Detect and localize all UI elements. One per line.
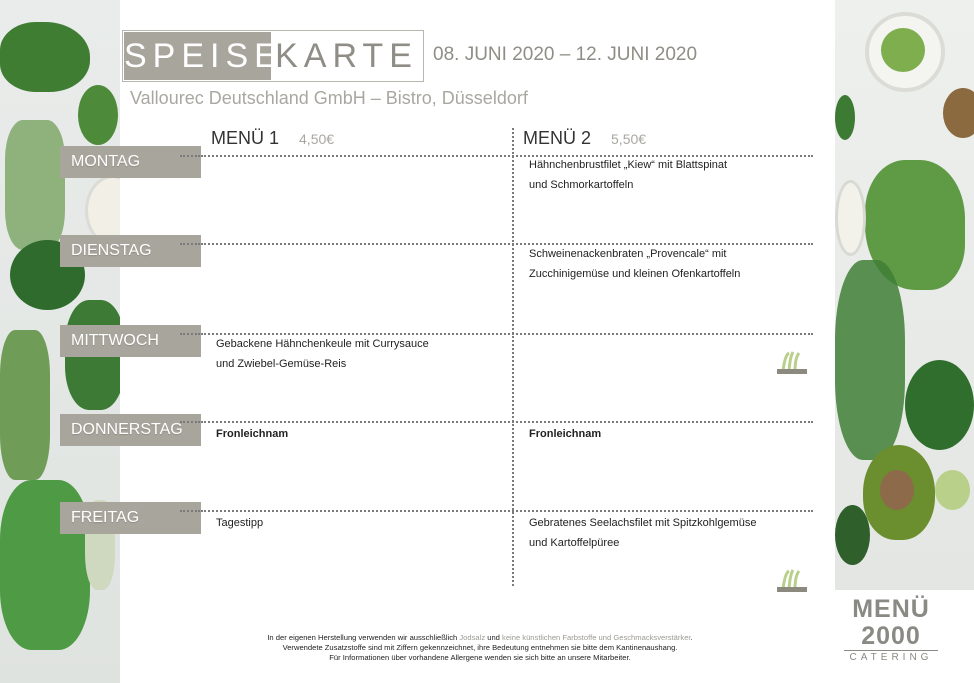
menu2-heading (523, 128, 646, 149)
footer-line-3: Für Informationen über vorhandene Allergene wenden sie sich bitte an unsere Mitarbeiter. (329, 653, 631, 662)
day-label-montag: MONTAG (60, 146, 201, 178)
vegetable-photo-right (835, 0, 974, 590)
day-label-dienstag: DIENSTAG (60, 235, 201, 267)
menu1-label: MENÜ 1 (211, 128, 280, 148)
logo-main-text: MENÜ 2000 (852, 595, 930, 650)
location-subtitle: Vallourec Deutschland GmbH – Bistro, Düsseldorf (130, 88, 528, 108)
dish-line: und Schmorkartoffeln (529, 179, 634, 191)
footer-text: In der eigenen Herstellung verwenden wir ausschließlich (267, 633, 460, 642)
row-divider (201, 421, 813, 423)
row-divider (180, 510, 200, 512)
row-divider (180, 421, 200, 423)
dish-mittwoch-menu1 (216, 334, 429, 374)
dish-dienstag-menu2 (529, 244, 740, 284)
dish-donnerstag-menu1: Fronleichnam (216, 428, 289, 440)
row-divider (201, 510, 813, 512)
menu2-price: 5,50€ (611, 131, 647, 147)
day-label-donnerstag: DONNERSTAG (60, 414, 201, 446)
dish-line: und Zwiebel-Gemüse-Reis (216, 358, 347, 370)
day-label-mittwoch: MITTWOCH (60, 325, 201, 357)
dish-freitag-menu2 (529, 513, 756, 553)
footer-highlight: Jodsalz (459, 633, 486, 642)
dish-montag-menu2 (529, 155, 727, 195)
dish-line: Gebackene Hähnchenkeule mit Currysauce (216, 338, 429, 350)
dish-line: Gebratenes Seelachsfilet mit Spitzkohlgemüse (529, 517, 757, 529)
menu1-price: 4,50€ (299, 131, 335, 147)
dish-freitag-menu1: Tagestipp (216, 517, 264, 529)
dish-donnerstag-menu2: Fronleichnam (529, 428, 602, 440)
logo-sub-text: CATERING (844, 650, 938, 665)
dish-line: und Kartoffelpüree (529, 537, 620, 549)
vegetarian-icon (775, 349, 809, 377)
column-divider (512, 128, 514, 586)
row-divider (180, 243, 200, 245)
footer-text: . (690, 633, 693, 642)
page-title-karte: KARTE (275, 37, 418, 75)
dish-line: Schweinenackenbraten „Provencale“ mit (529, 248, 727, 260)
footer-line-1 (140, 633, 820, 643)
vegetarian-icon (775, 567, 809, 595)
footer-notes (140, 633, 820, 663)
menu1-heading (211, 128, 334, 149)
page-title-speise: SPEISE (124, 32, 271, 80)
footer-line-2: Verwendete Zusatzstoffe sind mit Ziffern gekennzeichnet, ihre Bedeutung entnehmen sie bitte dem Kantinenaushang. (282, 643, 678, 652)
dish-line: Zucchinigemüse und kleinen Ofenkartoffeln (529, 268, 741, 280)
catering-logo (836, 595, 946, 663)
footer-text: und (485, 633, 503, 642)
dish-line: Hähnchenbrustfilet „Kiew“ mit Blattspinat (529, 159, 728, 171)
day-label-freitag: FREITAG (60, 502, 201, 534)
row-divider (180, 155, 200, 157)
date-range: 08. JUNI 2020 – 12. JUNI 2020 (433, 44, 698, 65)
row-divider (180, 333, 200, 335)
footer-highlight: keine künstlichen Farbstoffe und Geschmacksverstärker (502, 633, 691, 642)
menu2-label: MENÜ 2 (523, 128, 592, 148)
